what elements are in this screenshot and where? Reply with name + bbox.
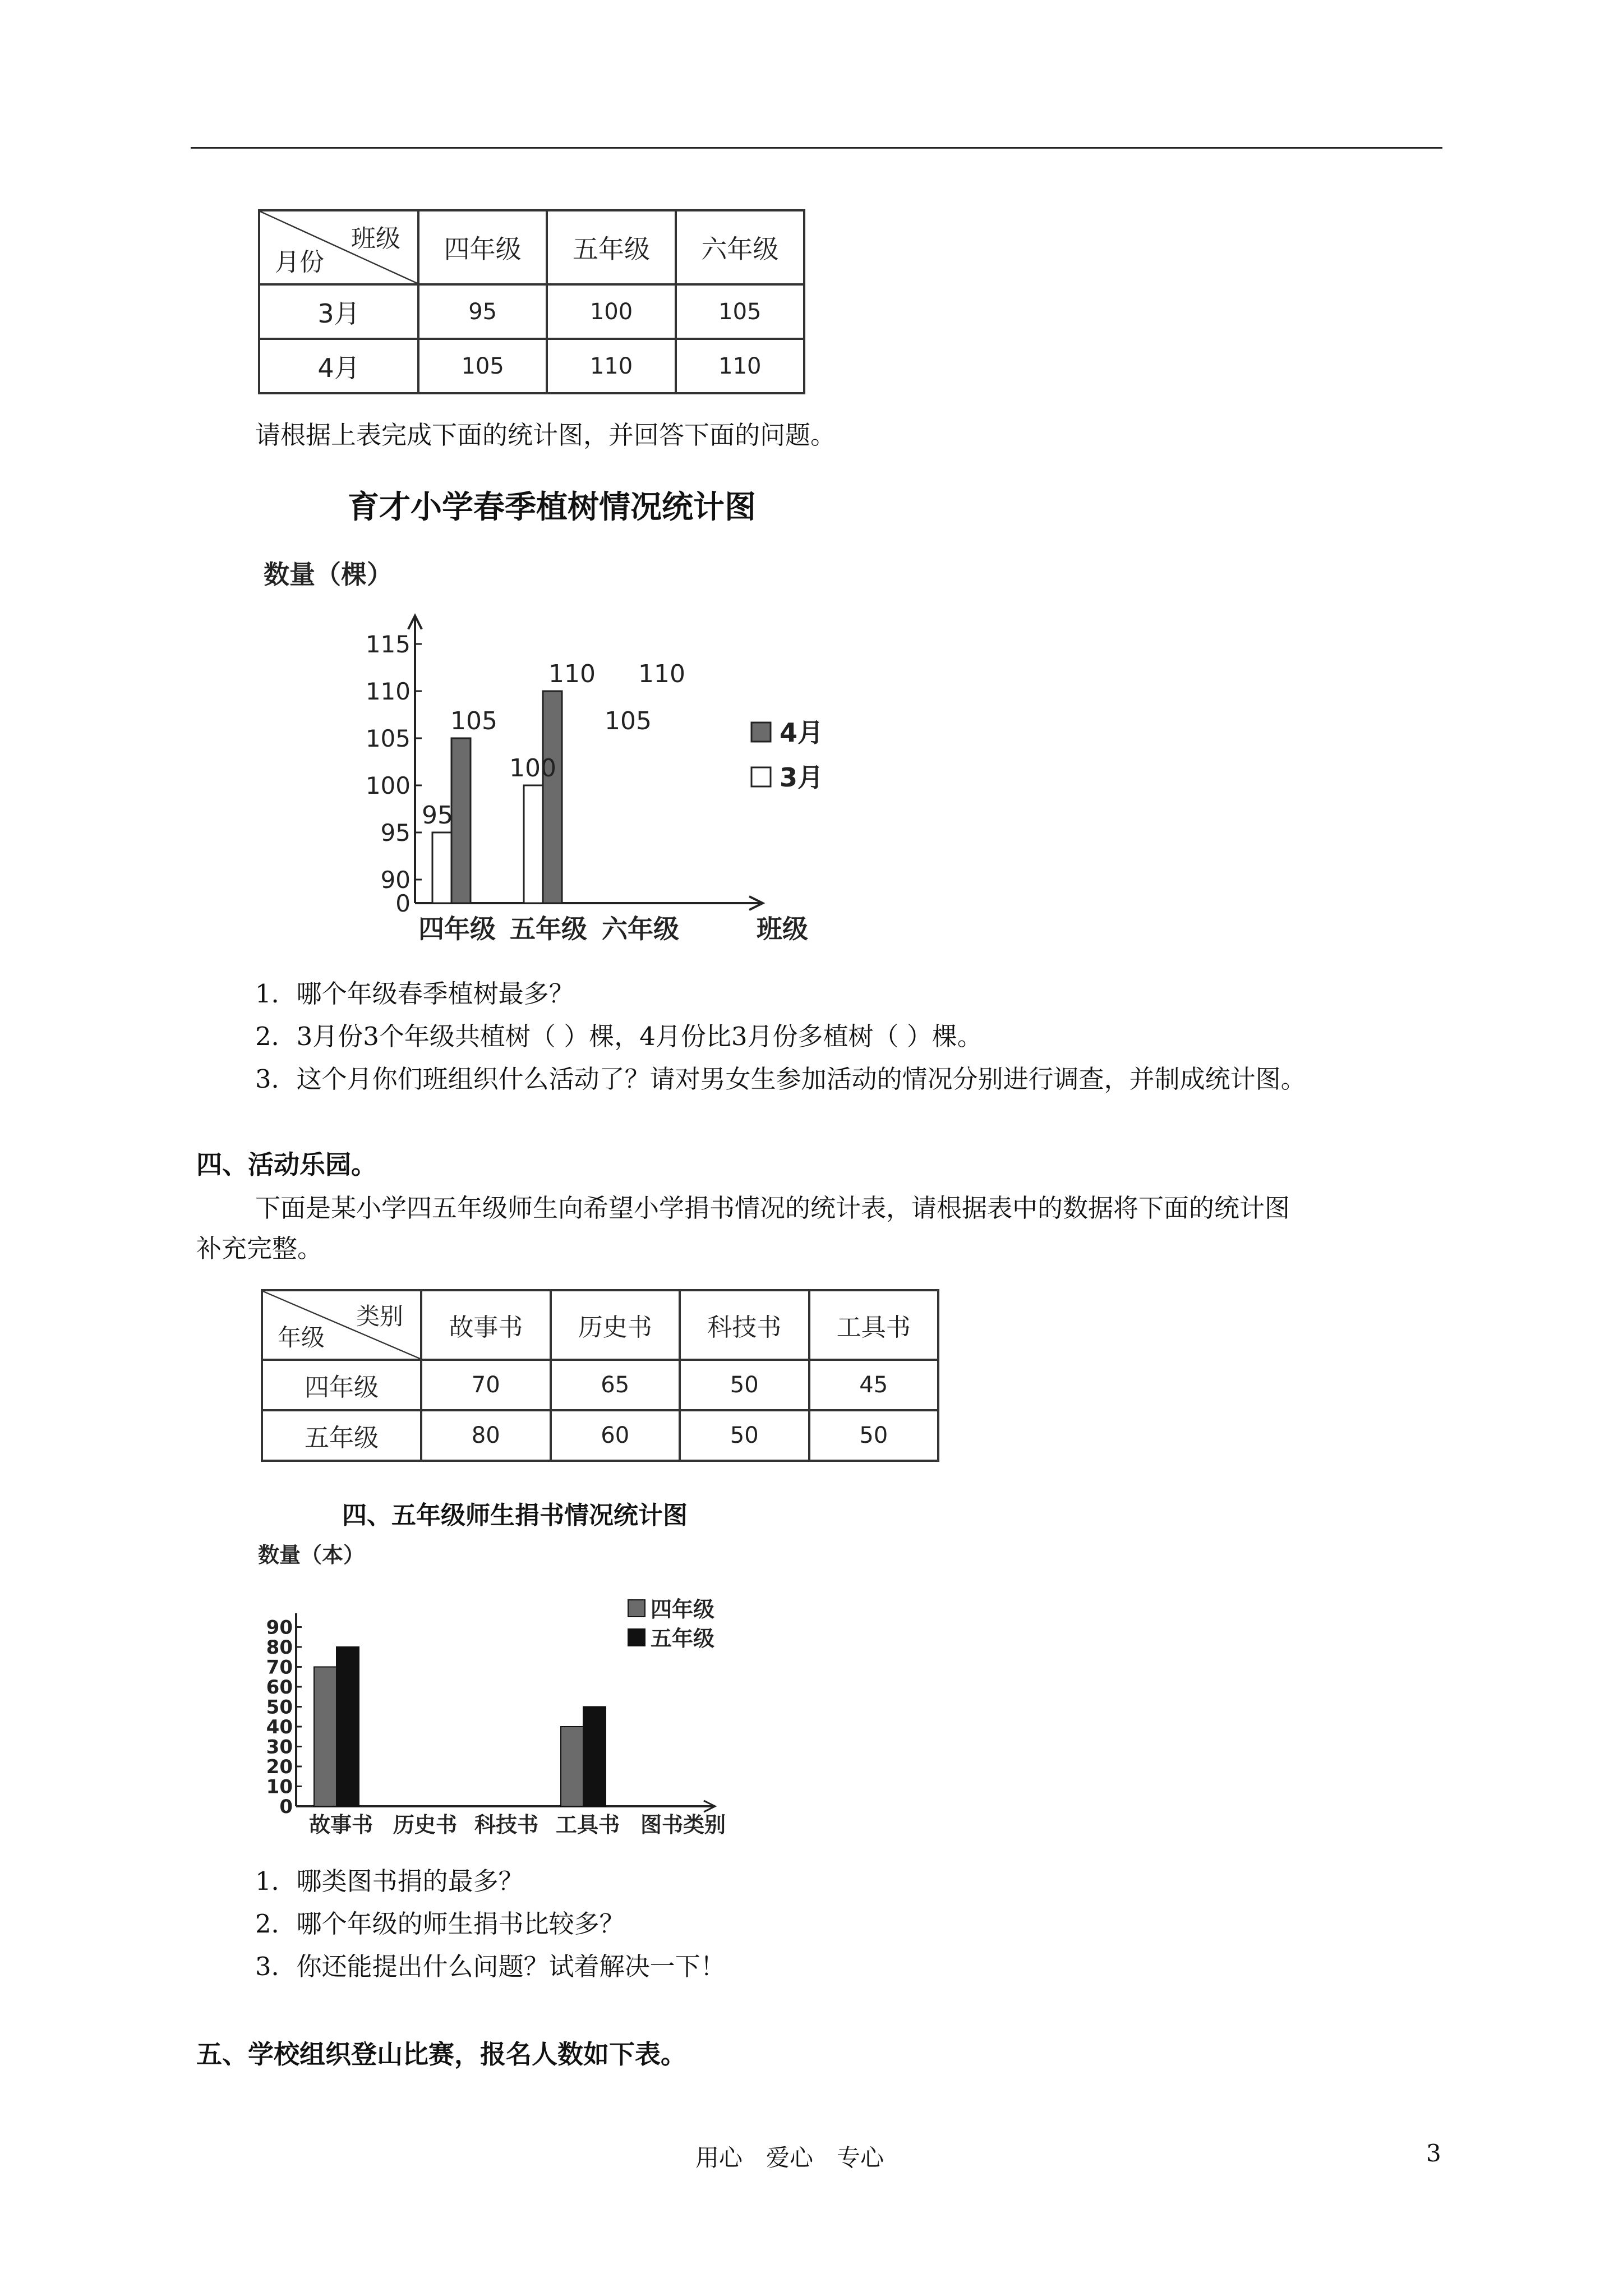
table1-header-top: 班级 xyxy=(351,224,400,253)
chart1-x-tick-label: 四年级 xyxy=(418,914,496,944)
table-row xyxy=(262,1360,938,1410)
table2-header-bottom: 年级 xyxy=(278,1324,325,1351)
footer-text: 用心 爱心 专心 xyxy=(695,2144,884,2171)
question-item: 1．哪类图书捐的最多？ xyxy=(255,1866,524,1896)
table-row xyxy=(259,284,804,339)
table2-cell: 65 xyxy=(551,1360,680,1410)
table2-col-header: 历史书 xyxy=(551,1290,680,1360)
table2-row-label: 五年级 xyxy=(262,1410,421,1461)
chart2-legend-swatch xyxy=(628,1600,645,1617)
chart1-legend-label: 3月 xyxy=(780,762,824,793)
chart1-x-tick-label: 五年级 xyxy=(510,914,587,944)
question-item: 1．哪个年级春季植树最多？ xyxy=(255,979,574,1009)
chart1-svg xyxy=(258,539,875,965)
chart2-bar xyxy=(314,1667,336,1807)
chart1-data-label: 110 xyxy=(638,660,685,688)
table2-col-header: 工具书 xyxy=(809,1290,939,1360)
chart2-y-tick-label: 0 xyxy=(279,1796,293,1818)
chart1-bar xyxy=(432,832,451,903)
chart2-y-tick-label: 40 xyxy=(266,1716,293,1738)
chart2-y-tick-label: 30 xyxy=(266,1736,293,1759)
chart1-y-tick-label: 0 xyxy=(395,890,411,917)
header-rule xyxy=(191,147,1442,149)
chart1-data-label: 95 xyxy=(422,801,453,830)
chart1-bar xyxy=(524,785,543,903)
table1-header-bottom: 月份 xyxy=(275,248,324,277)
table1-cell: 100 xyxy=(547,284,675,339)
chart2-x-tick-label: 故事书 xyxy=(308,1812,374,1837)
chart2-y-tick-label: 80 xyxy=(266,1636,293,1659)
table1-col-header: 四年级 xyxy=(418,210,547,284)
question-item: 2．哪个年级的师生捐书比较多？ xyxy=(255,1909,625,1939)
table2-cell: 50 xyxy=(809,1410,939,1461)
chart1-y-tick-label: 110 xyxy=(365,678,411,705)
chart1-y-tick-label: 95 xyxy=(380,819,411,846)
chart1-legend-swatch xyxy=(751,723,771,742)
table2-cell: 80 xyxy=(421,1410,551,1461)
chart2-x-tick-label: 历史书 xyxy=(393,1812,458,1837)
table2-diagonal-header xyxy=(262,1290,421,1360)
chart2-legend-label: 五年级 xyxy=(651,1626,715,1651)
chart2-y-tick-label: 20 xyxy=(266,1756,293,1778)
book-donation-table xyxy=(261,1289,939,1462)
chart1-data-label: 105 xyxy=(450,707,497,735)
table-row xyxy=(262,1410,938,1461)
table1-row-label: 3月 xyxy=(259,284,418,339)
chart2-bar xyxy=(583,1707,606,1807)
chart2-title: 四、五年级师生捐书情况统计图 xyxy=(342,1501,688,1530)
chart2-bar xyxy=(336,1647,359,1806)
table1-col-header: 六年级 xyxy=(676,210,804,284)
section-intro: 下面是某小学四五年级师生向希望小学捐书情况的统计表，请根据表中的数据将下面的统计图 xyxy=(255,1193,1290,1223)
chart1-y-tick-label: 115 xyxy=(365,631,411,658)
tree-planting-table xyxy=(258,209,805,394)
chart2-y-tick-label: 10 xyxy=(266,1775,293,1798)
table1-col-header: 五年级 xyxy=(547,210,675,284)
table2-col-header: 故事书 xyxy=(421,1290,551,1360)
chart1-y-tick-label: 105 xyxy=(365,725,411,752)
chart1-bar xyxy=(451,738,471,903)
section-intro: 补充完整。 xyxy=(196,1234,323,1263)
table2-col-header: 科技书 xyxy=(680,1290,809,1360)
chart2-x-tick-label: 工具书 xyxy=(555,1812,620,1837)
instruction-text: 请根据上表完成下面的统计图，并回答下面的问题。 xyxy=(255,420,836,450)
chart1-x-axis-label: 班级 xyxy=(757,914,808,944)
table1-cell: 105 xyxy=(418,339,547,393)
table1-cell: 110 xyxy=(547,339,675,393)
chart2-x-tick-label: 科技书 xyxy=(474,1812,539,1837)
question-item: 3．这个月你们班组织什么活动了？请对男女生参加活动的情况分别进行调查，并制成统计图。 xyxy=(255,1064,1306,1094)
chart1-legend-label: 4月 xyxy=(780,717,824,748)
table2-cell: 50 xyxy=(680,1360,809,1410)
chart2-y-tick-label: 70 xyxy=(266,1656,293,1679)
table-row xyxy=(259,339,804,393)
table1-diagonal-header xyxy=(259,210,418,284)
chart1-data-label: 110 xyxy=(548,660,596,688)
chart1-x-tick-label: 六年级 xyxy=(602,914,679,944)
table1-cell: 95 xyxy=(418,284,547,339)
table2-cell: 60 xyxy=(551,1410,680,1461)
chart1-y-tick-label: 90 xyxy=(380,866,411,894)
question-item: 2．3月份3个年级共植树（ ）棵，4月份比3月份多植树（ ）棵。 xyxy=(255,1022,983,1051)
table1-cell: 110 xyxy=(676,339,804,393)
chart2-y-tick-label: 50 xyxy=(266,1696,293,1719)
table2-row-label: 四年级 xyxy=(262,1360,421,1410)
table2-cell: 45 xyxy=(809,1360,939,1410)
section-title: 五、学校组织登山比赛，报名人数如下表。 xyxy=(196,2039,686,2069)
chart1-data-label: 105 xyxy=(605,707,652,735)
chart1-legend-swatch xyxy=(751,767,771,786)
chart2-y-axis-label: 数量（本） xyxy=(258,1543,365,1567)
page-number: 3 xyxy=(1426,2139,1441,2167)
table2-header-top: 类别 xyxy=(356,1303,403,1330)
chart1-y-tick-label: 100 xyxy=(365,772,411,799)
chart1-y-axis-label: 数量（棵） xyxy=(264,559,393,590)
chart2-bar xyxy=(561,1727,583,1806)
question-item: 3．你还能提出什么问题？试着解决一下！ xyxy=(255,1952,726,1981)
chart1-bar xyxy=(543,691,562,903)
table2-cell: 50 xyxy=(680,1410,809,1461)
chart2-x-axis-label: 图书类别 xyxy=(640,1812,726,1837)
chart2-svg xyxy=(247,1537,785,1851)
chart2-legend-swatch xyxy=(628,1629,645,1646)
chart2-legend-label: 四年级 xyxy=(651,1597,715,1622)
table1-row-label: 4月 xyxy=(259,339,418,393)
chart1-title: 育才小学春季植树情况统计图 xyxy=(348,489,756,526)
chart2-y-tick-label: 90 xyxy=(266,1616,293,1639)
chart2-y-tick-label: 60 xyxy=(266,1676,293,1699)
table1-cell: 105 xyxy=(676,284,804,339)
section-title: 四、活动乐园。 xyxy=(196,1149,377,1180)
table2-cell: 70 xyxy=(421,1360,551,1410)
chart1-data-label: 100 xyxy=(509,754,556,783)
